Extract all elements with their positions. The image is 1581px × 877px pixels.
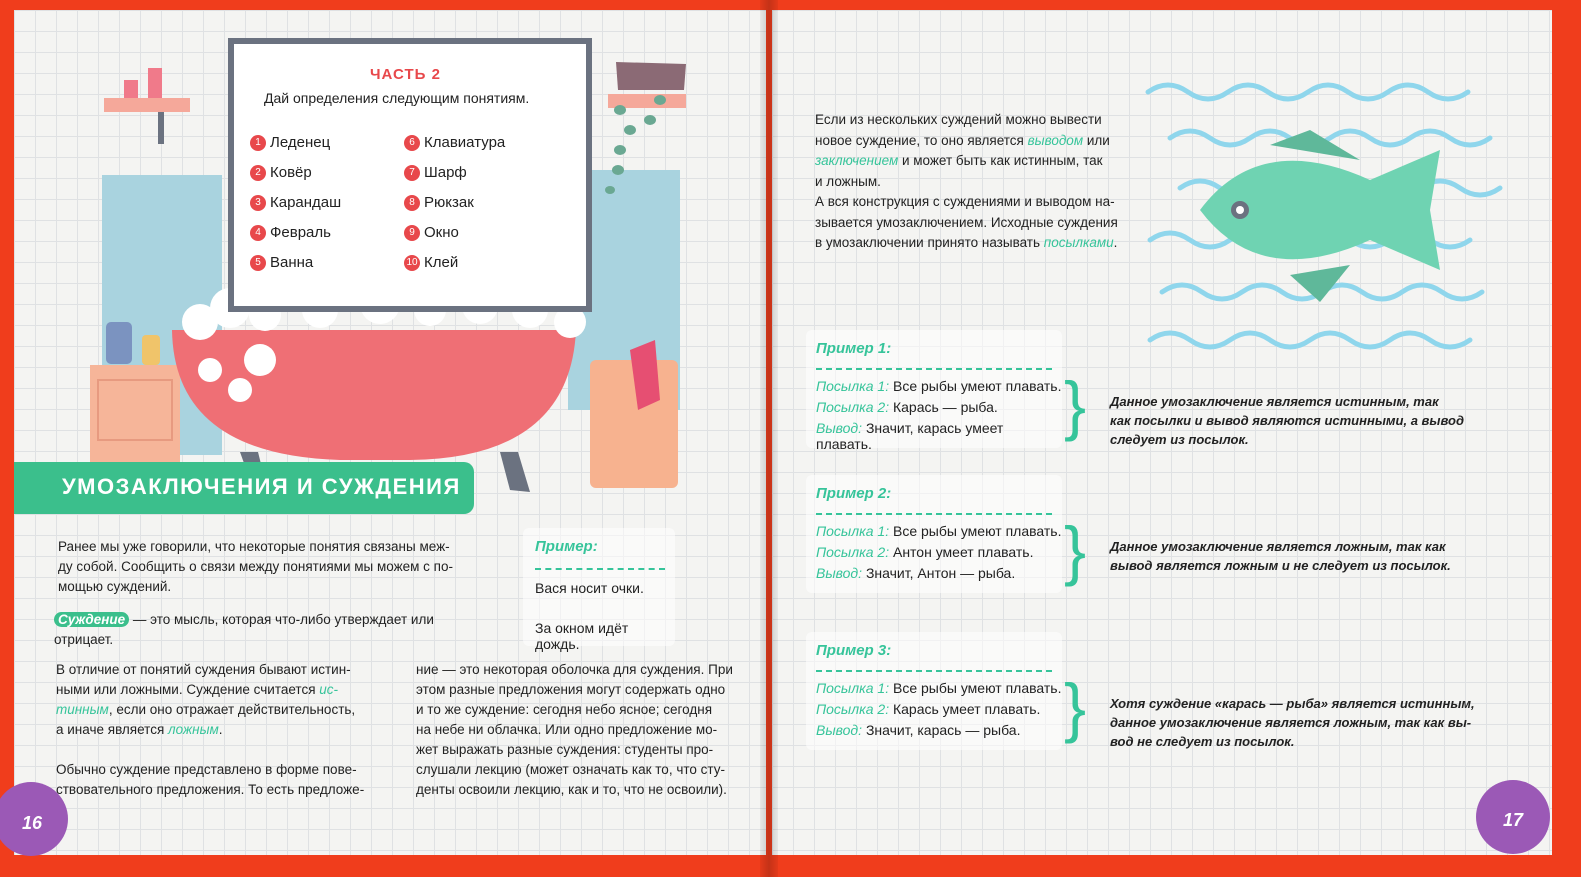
premise-2 [816, 544, 1033, 560]
text-line: или [1083, 132, 1110, 148]
premise-1 [816, 680, 1061, 696]
text-line: Хотя суждение «карась — рыба» является истинным, [1110, 696, 1475, 711]
text-line: Данное умозаключение является ложным, так как [1110, 539, 1446, 554]
conclusion-label: Вывод: [816, 565, 863, 581]
emphasis-true: тинным [56, 702, 109, 717]
item-number: 3 [250, 195, 266, 211]
right-intro [815, 110, 1135, 254]
text-line: этом разные предложения могут содержать одно [416, 682, 726, 697]
text-line: и то же суждение: сегодня небо ясное; сегодня [416, 702, 713, 717]
item-word: Рюкзак [424, 194, 474, 211]
example-title: Пример 1: [816, 340, 892, 357]
fish-illustration [1140, 70, 1520, 360]
premise-2 [816, 399, 998, 415]
premise-text: Все рыбы умеют плавать. [889, 680, 1062, 696]
example-box [806, 330, 1062, 452]
premise-text: Карась — рыба. [889, 399, 998, 415]
text-line: Данное умозаключение является истинным, так [1110, 394, 1439, 409]
item-number: 6 [404, 135, 420, 151]
emphasis-false: ложным [168, 722, 219, 737]
conclusion-line [816, 722, 1020, 738]
text-line: — это мысль, которая что-либо утверждает или [129, 612, 434, 627]
dashed-divider [816, 670, 1052, 672]
item-word: Карандаш [270, 194, 342, 211]
brace-icon: } [1064, 670, 1087, 744]
definition-list-item [404, 164, 467, 181]
part-title: ЧАСТЬ 2 [370, 66, 441, 83]
text-line: следует из посылок. [1110, 432, 1249, 447]
definition-list-item [404, 194, 474, 211]
text-line: и может быть как истинным, так [898, 153, 1103, 168]
premise-text: Антон умеет плавать. [889, 544, 1034, 560]
item-number: 9 [404, 225, 420, 241]
emphasis-conclusion: выводом [1027, 132, 1084, 148]
text-line: новое суждение, то оно является [815, 132, 1028, 148]
book-spine [760, 0, 778, 877]
item-number: 4 [250, 225, 266, 241]
definition-list-item [404, 224, 459, 241]
premise-1 [816, 378, 1061, 394]
premise-label: Посылка 1: [816, 680, 890, 696]
text-line: отрицает. [54, 632, 114, 647]
premise-label: Посылка 2: [816, 399, 890, 415]
dashed-divider [535, 568, 665, 570]
text-line: Если из нескольких суждений можно вывести [815, 112, 1102, 127]
item-number: 2 [250, 165, 266, 181]
premise-label: Посылка 1: [816, 378, 890, 394]
conclusion-line [816, 565, 1015, 581]
premise-1 [816, 523, 1061, 539]
emphasis-conclusion: заключением [815, 153, 899, 168]
premise-text: Все рыбы умеют плавать. [889, 378, 1062, 394]
conclusion-text: Значит, Антон — рыба. [862, 565, 1016, 581]
item-word: Окно [424, 224, 459, 241]
brace-icon: } [1064, 513, 1087, 587]
text-line: на небе ни облачка. Или одно предложение мо- [416, 722, 718, 737]
text-line: как посылки и вывод являются истинными, а вывод [1110, 413, 1465, 428]
premise-2 [816, 701, 1040, 717]
text-line: в умозаключении принято называть [815, 235, 1044, 250]
definition-list-item [250, 254, 313, 271]
text-line: данное умозаключение является ложным, так как вы- [1110, 715, 1472, 730]
intro-paragraph [58, 537, 478, 597]
page-number-right: 17 [1503, 810, 1524, 830]
side-example-line: За окном идёт дождь. [535, 620, 629, 652]
example-box [806, 475, 1062, 593]
text-line: , если оно отражает действительность, [108, 702, 356, 717]
text-line: Ранее мы уже говорили, что некоторые понятия связаны меж- [58, 539, 450, 554]
item-word: Ковёр [270, 164, 312, 181]
conclusion-label: Вывод: [816, 722, 863, 738]
definition-list-item [404, 134, 505, 151]
conclusion-text: Значит, карась — рыба. [862, 722, 1021, 738]
conclusion-label: Вывод: [816, 420, 863, 436]
side-example-title: Пример: [535, 538, 598, 555]
item-number: 5 [250, 255, 266, 271]
definition-list-item [404, 254, 458, 271]
definition-list-item [250, 164, 312, 181]
example-explanation [1110, 392, 1480, 449]
column-2 [416, 660, 746, 800]
item-word: Шарф [424, 164, 467, 181]
item-number: 10 [404, 255, 420, 271]
text-line: мощью суждений. [58, 579, 172, 594]
emphasis-premises: посылками [1043, 235, 1114, 250]
item-word: Клавиатура [424, 134, 506, 151]
dashed-divider [816, 368, 1052, 370]
definition-list-item [250, 194, 341, 211]
premise-text: Все рыбы умеют плавать. [889, 523, 1062, 539]
item-word: Ванна [270, 254, 314, 271]
premise-label: Посылка 2: [816, 544, 890, 560]
item-number: 1 [250, 135, 266, 151]
text-line: денты освоили лекцию, как и то, что не освоили). [416, 782, 727, 797]
definitions-board [228, 38, 592, 312]
text-line: . [1113, 235, 1118, 250]
definition-list-item [250, 134, 330, 151]
item-word: Февраль [270, 224, 331, 241]
item-number: 7 [404, 165, 420, 181]
text-line: А вся конструкция с суждениями и выводом на- [815, 194, 1115, 209]
item-word: Клей [424, 254, 459, 271]
premise-text: Карась умеет плавать. [889, 701, 1041, 717]
definition-paragraph [54, 610, 484, 650]
text-line: . [218, 722, 223, 737]
emphasis-true: ис- [319, 682, 339, 697]
section-title: УМОЗАКЛЮЧЕНИЯ И СУЖДЕНИЯ [62, 474, 461, 499]
premise-label: Посылка 2: [816, 701, 890, 717]
example-box [806, 632, 1062, 750]
side-example-line: Вася носит очки. [535, 580, 644, 596]
side-example-box [523, 528, 675, 652]
definition-term: Суждение [54, 612, 129, 627]
text-line: слушали лекцию (может означать как то, что сту- [416, 762, 725, 777]
text-line: жет выражать разные суждения: студенты про- [416, 742, 714, 757]
text-line: вод не следует из посылок. [1110, 734, 1295, 749]
item-number: 8 [404, 195, 420, 211]
example-explanation [1110, 694, 1480, 751]
text-line: ние — это некоторая оболочка для суждения. При [416, 662, 733, 677]
text-line: ствовательного предложения. То есть предложе- [56, 782, 365, 797]
definition-list-item [250, 224, 331, 241]
conclusion-text: Значит, карась умеет плавать. [816, 420, 1004, 452]
item-word: Леденец [270, 134, 331, 151]
example-explanation [1110, 537, 1480, 575]
text-line: Обычно суждение представлено в форме пове- [56, 762, 357, 777]
part-instruction: Дай определения следующим понятиям. [264, 90, 530, 106]
example-title: Пример 2: [816, 485, 892, 502]
text-line: и ложным. [815, 173, 881, 189]
conclusion-line [816, 420, 1062, 452]
section-heading [14, 462, 474, 514]
text-line: ными или ложными. Суждение считается [56, 682, 320, 697]
text-line: а иначе является [56, 722, 169, 737]
text-line: зывается умозаключением. Исходные суждения [815, 214, 1118, 230]
page-number-left: 16 [22, 813, 43, 833]
text-line: вывод является ложным и не следует из посылок. [1110, 558, 1451, 573]
premise-label: Посылка 1: [816, 523, 890, 539]
text-line: В отличие от понятий суждения бывают истин- [56, 662, 351, 677]
dashed-divider [816, 513, 1052, 515]
brace-icon: } [1064, 368, 1087, 442]
column-1 [56, 660, 386, 800]
text-line: ду собой. Сообщить о связи между понятиями мы можем с по- [58, 559, 454, 574]
example-title: Пример 3: [816, 642, 892, 659]
